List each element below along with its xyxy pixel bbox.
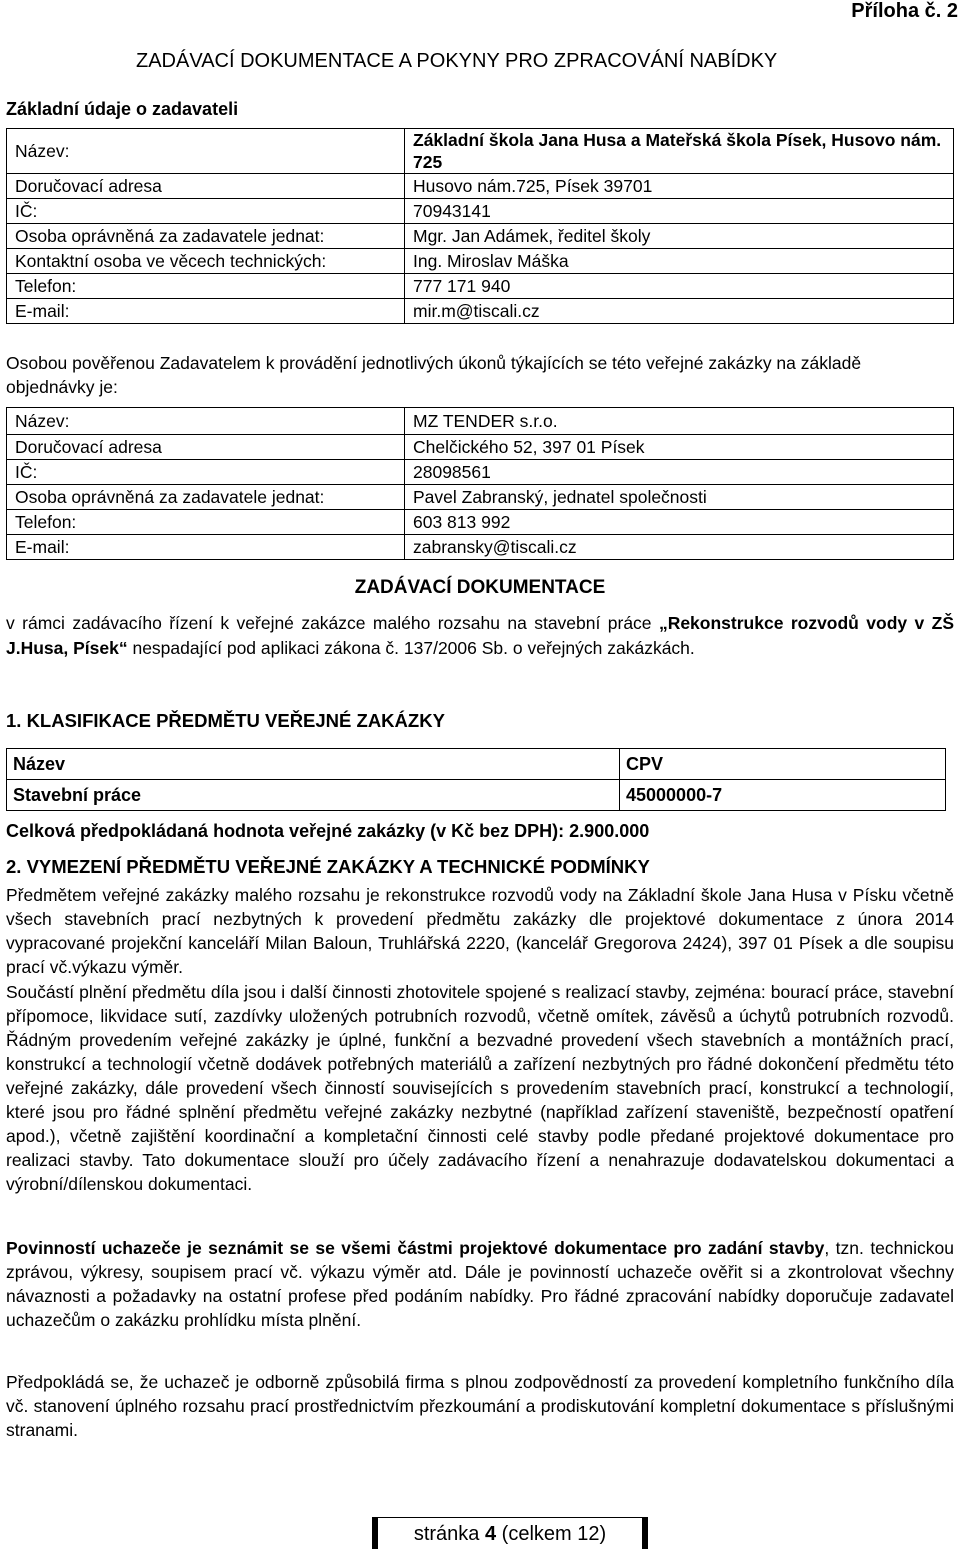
table-row [7,129,954,174]
row-label: Doručovací adresa [7,435,405,460]
table-row [7,485,954,510]
obligation-text: , tzn. technickou zprávou, výkresy, soupisem prací vč. výkazu výměr atd. Dále je povinností uchazeče ověřit si a zkontrolovat všechny návaznosti a požadavky na ostatní profese před podáním nabídky. Pro řádné zpracování nabídky doporučuje zadavatel uchazečům o zakázku prohlídku místa plnění. [6,1238,954,1330]
table-row [7,249,954,274]
row-value: Chelčického 52, 397 01 Písek [405,435,954,460]
row-label: IČ: [7,460,405,485]
row-label: IČ: [7,199,405,224]
table-row [7,408,954,435]
row-label: Telefon: [7,510,405,535]
row-value: Základní škola Jana Husa a Mateřská škola Písek, Husovo nám. 725 [405,129,954,174]
appendix-label: Příloha č. 2 [851,0,958,22]
row-label: E-mail: [7,535,405,560]
section-subtitle: Základní údaje o zadavateli [6,99,239,119]
row-label: Kontaktní osoba ve věcech technických: [7,249,405,274]
classification-table [6,748,946,811]
row-value: Ing. Miroslav Máška [405,249,954,274]
table-row [7,199,954,224]
row-value: 28098561 [405,460,954,485]
table-row [7,224,954,249]
row-value: 603 813 992 [405,510,954,535]
column-header-cpv: CPV [620,749,946,780]
paragraph-obligations [6,1236,954,1332]
row-value: 70943141 [405,199,954,224]
intro-text-end: nespadající pod aplikaci zákona č. 137/2006 Sb. o veřejných zakázkách. [127,638,695,658]
row-label: Osoba oprávněná za zadavatele jednat: [7,485,405,510]
row-label: Telefon: [7,274,405,299]
table-header-row [7,749,946,780]
estimated-value: Celková předpokládaná hodnota veřejné zakázky (v Kč bez DPH): 2.900.000 [6,821,650,841]
contracting-authority-table [6,128,954,324]
section-2-heading: 2. VYMEZENÍ PŘEDMĚTU VEŘEJNÉ ZAKÁZKY A TECHNICKÉ PODMÍNKY [6,856,650,877]
table-row [7,780,946,811]
row-value: Husovo nám.725, Písek 39701 [405,174,954,199]
project-name: „Rekonstrukce rozvodů vody v ZŠ J.Husa, Písek“ [6,613,954,658]
row-value: 777 171 940 [405,274,954,299]
paragraph-scope: Součástí plnění předmětu díla jsou i další činnosti zhotovitele spojené s realizací stavby, zejména: bourací práce, stavební přípomoce, likvidace sutí, zazdívky uložených potrubních rozvodů, včetně omítek, závěsů a úchytů potrubních rozvodů. Řádným provedením veřejné zakázky je úplné, funkční a bezvadné provedení všech stavebních a montážních prací, konstrukcí a technologií včetně dodávek potřebných materiálů a zařízení nezbytných pro řádné dokončení předmětu této veřejné zakázky, dále provedení všech činností souvisejících s provedením stavebních prací, konstrukcí a technologií, které jsou pro řádné splnění předmětu veřejné zakázky nezbytné (například zařízení staveniště, bezpečností opatření apod.), včetně zajištění koordinační a kompletační činnosti celé stavby podle předané projektové dokumentace pro realizaci stavby. Tato dokumentace slouží pro účely zadávacího řízení a nenahrazuje dodavatelskou dokumentaci a výrobní/dílenskou dokumentaci. [6,982,954,1194]
table-row [7,174,954,199]
row-label: Název: [7,129,405,174]
table-row [7,299,954,324]
obligation-bold-text: Povinností uchazeče je seznámit se se všemi částmi projektové dokumentace pro zadání stavby [6,1238,825,1258]
cell-cpv: 45000000-7 [620,780,946,811]
table-row [7,535,954,560]
row-label: Doručovací adresa [7,174,405,199]
table-row [7,510,954,535]
page-total: (celkem 12) [496,1523,607,1545]
table-row [7,274,954,299]
row-value: MZ TENDER s.r.o. [405,408,954,435]
document-title: ZADÁVACÍ DOKUMENTACE [354,577,606,598]
document-main-title: ZADÁVACÍ DOKUMENTACE A POKYNY PRO ZPRACOVÁNÍ NABÍDKY [136,50,778,72]
row-value: mir.m@tiscali.cz [405,299,954,324]
intro-text: v rámci zadávacího řízení k veřejné zakázce malého rozsahu na stavební práce [6,613,659,633]
paragraph-assumption: Předpokládá se, že uchazeč je odborně způsobilá firma s plnou zodpovědností za provedení kompletního funkčního díla vč. stanovení úplného rozsahu prací prostřednictvím přezkoumání a prodiskutování kompletní dokumentace s příslušnými stranami. [6,1372,954,1440]
section-1-heading: 1. KLASIFIKACE PŘEDMĚTU VEŘEJNÉ ZAKÁZKY [6,710,445,731]
cell-name: Stavební práce [7,780,620,811]
intro-paragraph [6,611,954,661]
row-value: Pavel Zabranský, jednatel společnosti [405,485,954,510]
page-counter [372,1517,648,1549]
row-value: Mgr. Jan Adámek, ředitel školy [405,224,954,249]
delegate-table [6,407,954,560]
column-header-name: Název [7,749,620,780]
paragraph-subject: Předmětem veřejné zakázky malého rozsahu je rekonstrukce rozvodů vody na Základní škole Jana Husa v Písku včetně všech stavebních prací nezbytných k provedení předmětu zakázky dle projektové dokumentace z února 2014 vypracované projekční kanceláří Milan Baloun, Truhlářská 2220, (kancelář Gregorova 2424), 397 01 Písek a dle soupisu prací vč.výkazu výměr. [6,885,954,977]
page-number: 4 [485,1523,497,1545]
page-label: stránka [413,1523,485,1545]
table-row [7,435,954,460]
delegate-note: Osobou pověřenou Zadavatelem k provádění jednotlivých úkonů týkajících se této veřejné zakázky na základě objednávky je: [6,353,862,397]
row-label: Název: [7,408,405,435]
row-value: zabransky@tiscali.cz [405,535,954,560]
table-row [7,460,954,485]
row-label: Osoba oprávněná za zadavatele jednat: [7,224,405,249]
row-label: E-mail: [7,299,405,324]
